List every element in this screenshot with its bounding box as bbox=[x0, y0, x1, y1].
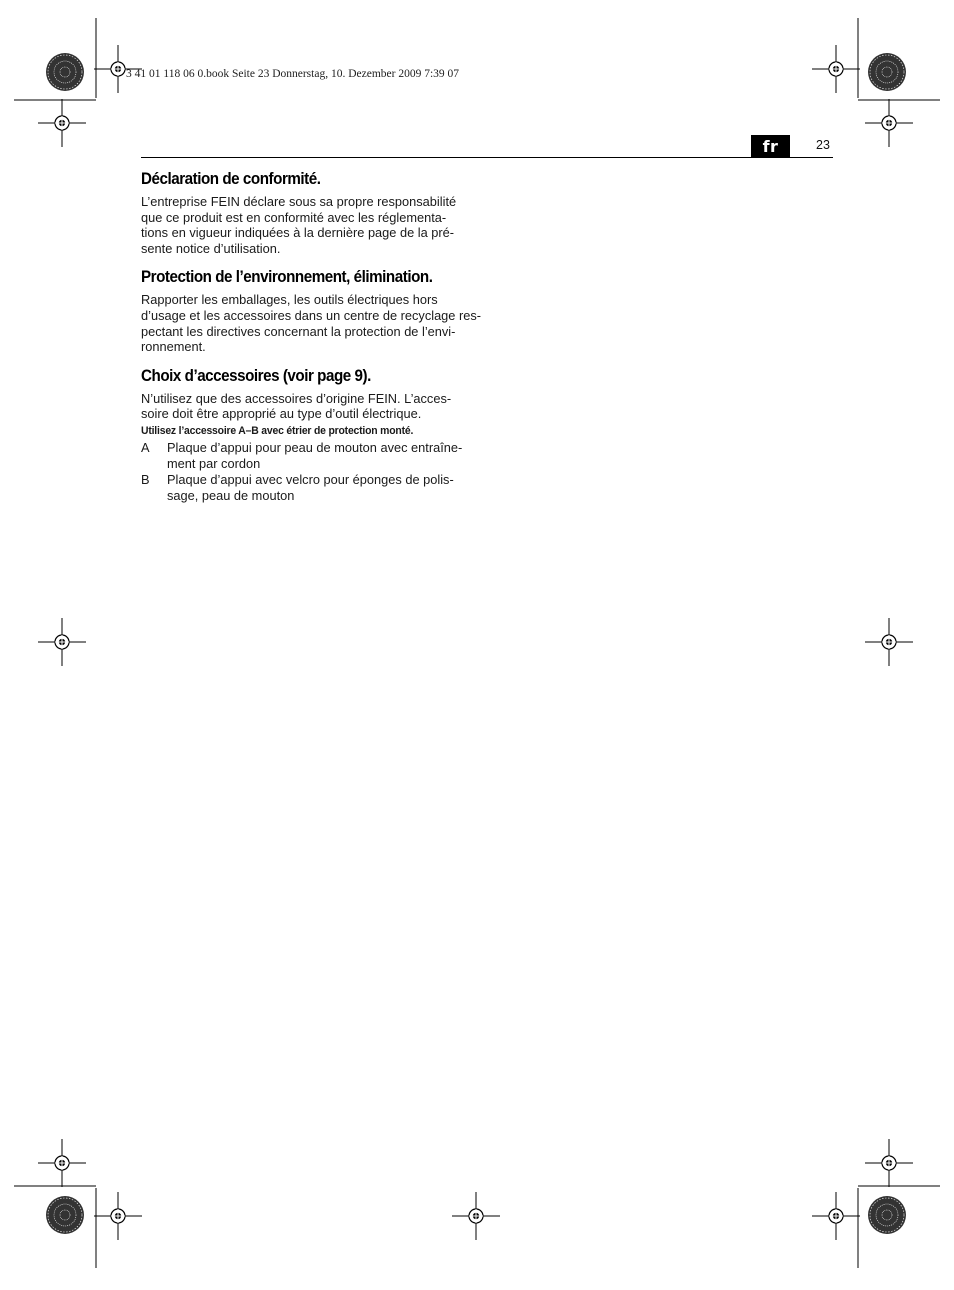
section-title: Protection de l’environnement, élimination. bbox=[141, 268, 433, 287]
language-tab: fr bbox=[751, 135, 790, 158]
text-line: sente notice d’utilisation. bbox=[141, 240, 281, 256]
text-line: pectant les directives concernant la protection de l’envi- bbox=[141, 323, 456, 339]
text-line: N’utilisez que des accessoires d’origine FEIN. L’acces- bbox=[141, 390, 452, 406]
text-line: Plaque d’appui pour peau de mouton avec entraîne- bbox=[167, 439, 463, 455]
section-body bbox=[141, 292, 486, 354]
text-line: tions en vigueur indiquées à la dernière page de la pré- bbox=[141, 225, 455, 241]
list-item bbox=[141, 472, 486, 503]
list-item bbox=[141, 440, 486, 471]
text-line: Rapporter les emballages, les outils électriques hors bbox=[141, 292, 438, 308]
item-letter: B bbox=[141, 472, 150, 488]
text-line: ment par cordon bbox=[167, 455, 261, 471]
section-title: Déclaration de conformité. bbox=[141, 170, 321, 188]
header-rule bbox=[141, 157, 833, 158]
section-environment bbox=[141, 268, 486, 354]
page-content bbox=[141, 170, 486, 515]
item-letter: A bbox=[141, 439, 150, 455]
text-line: d’usage et les accessoires dans un centre de recyclage res- bbox=[141, 307, 482, 323]
section-conformity bbox=[141, 170, 486, 256]
section-title: Choix d’accessoires (voir page 9). bbox=[141, 366, 371, 385]
text-line: soire doit être approprié au type d’outil électrique. bbox=[141, 406, 422, 422]
text-line: que ce produit est en conformité avec les réglementa- bbox=[141, 209, 447, 225]
text-line: L’entreprise FEIN déclare sous sa propre responsabilité bbox=[141, 194, 457, 209]
page-number: 23 bbox=[816, 138, 830, 152]
print-slug: 3 41 01 118 06 0.book Seite 23 Donnerstag, 10. Dezember 2009 7:39 07 bbox=[126, 68, 460, 80]
section-body bbox=[141, 391, 486, 422]
accessory-note: Utilisez l’accessoire A–B avec étrier de protection monté. bbox=[141, 424, 414, 437]
section-body bbox=[141, 194, 486, 256]
section-accessories bbox=[141, 367, 486, 504]
text-line: sage, peau de mouton bbox=[167, 487, 295, 503]
text-line: ronnement. bbox=[141, 339, 206, 355]
text-line: Plaque d’appui avec velcro pour éponges de polis- bbox=[167, 472, 454, 488]
